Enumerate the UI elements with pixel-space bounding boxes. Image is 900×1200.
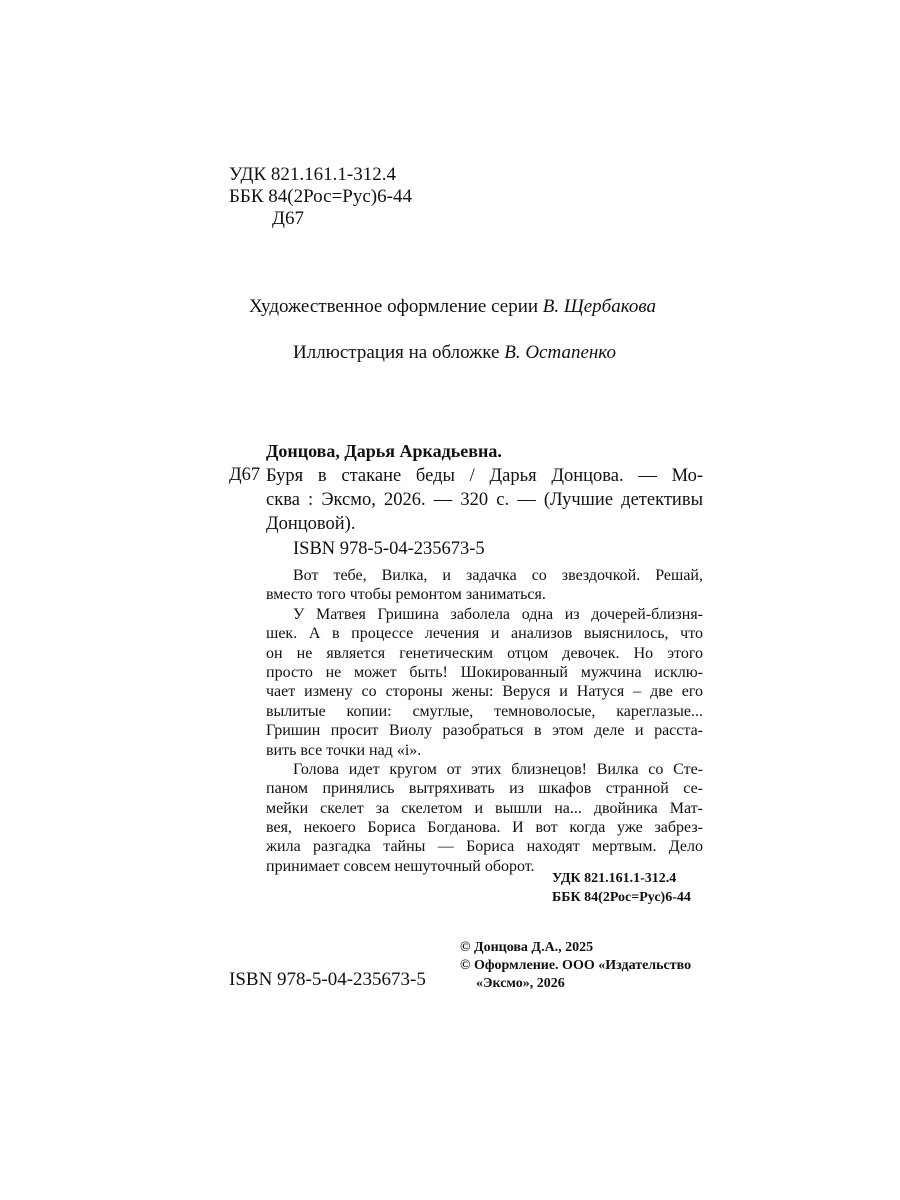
annotation-line: вместо того чтобы ремонтом заниматься. (266, 586, 546, 604)
annotation-line: чает измену со стороны жены: Веруся и Натуся – две его (266, 683, 703, 701)
annotation-line: просто не может быть! Шокированный мужчина исклю- (266, 663, 703, 681)
copyright-block (460, 939, 691, 993)
cover-illustration-credit (293, 342, 616, 364)
bbk-code-repeat: ББК 84(2Рос=Рус)6-44 (552, 890, 691, 905)
annotation-line: У Матвея Гришина заболела одна из дочерей-близня- (293, 605, 703, 623)
bib-description (266, 464, 703, 536)
cover-label: Иллюстрация на обложке (293, 342, 500, 363)
annotation (266, 566, 703, 876)
udk-code: УДК 821.161.1-312.4 (229, 164, 396, 185)
series-design-credit (249, 296, 656, 318)
annotation-line: он не является генетическим отцом девочек. Но этого (266, 644, 703, 662)
series-design-name: В. Щербакова (542, 296, 656, 317)
annotation-line: принимает совсем нешуточный оборот. (266, 857, 535, 875)
copyright-author: © Донцова Д.А., 2025 (460, 940, 594, 955)
series-design-label: Художественное оформление серии (249, 296, 539, 317)
bbk-code: ББК 84(2Рос=Рус)6-44 (229, 186, 412, 207)
annotation-line: паном принялись вытряхивать из шкафов странной се- (266, 780, 703, 798)
bib-line: Буря в стакане беды / Дарья Донцова. — Мо- (266, 466, 703, 486)
classification-repeat (552, 869, 691, 907)
bib-line: сква : Эксмо, 2026. — 320 с. — (Лучшие детективы (266, 490, 703, 510)
classification-block (229, 164, 412, 230)
annotation-line: шек. А в процессе лечения и анализов выяснилось, что (266, 625, 703, 643)
author-mark: Д67 (272, 208, 304, 229)
udk-code-repeat: УДК 821.161.1-312.4 (552, 871, 677, 886)
bib-code: Д67 (229, 465, 261, 485)
annotation-line: вылитые копии: смуглые, темноволосые, кареглазые... (266, 702, 703, 720)
annotation-line: мейки скелет за скелетом и вышли на... двойника Мат- (266, 799, 703, 817)
isbn-bottom: ISBN 978-5-04-235673-5 (229, 969, 426, 990)
annotation-line: вить все точки над «i». (266, 741, 422, 759)
annotation-line: Гришин просит Виолу разобраться в этом деле и расста- (266, 722, 703, 740)
annotation-line: вея, некоего Бориса Богданова. И вот когда уже забрез- (266, 819, 703, 837)
annotation-line: Голова идет кругом от этих близнецов! Вилка со Сте- (293, 760, 703, 778)
cover-name: В. Остапенко (504, 342, 616, 363)
bib-author: Донцова, Дарья Аркадьевна. (266, 441, 502, 461)
copyright-design: © Оформление. ООО «Издательство (460, 958, 692, 973)
bib-line: Донцовой). (266, 514, 356, 534)
bib-isbn: ISBN 978-5-04-235673-5 (293, 539, 485, 559)
annotation-line: жила разгадка тайны — Бориса находят мертвым. Дело (266, 838, 703, 856)
copyright-publisher: «Эксмо», 2026 (476, 976, 565, 991)
annotation-line: Вот тебе, Вилка, и задачка со звездочкой. Решай, (293, 567, 703, 584)
